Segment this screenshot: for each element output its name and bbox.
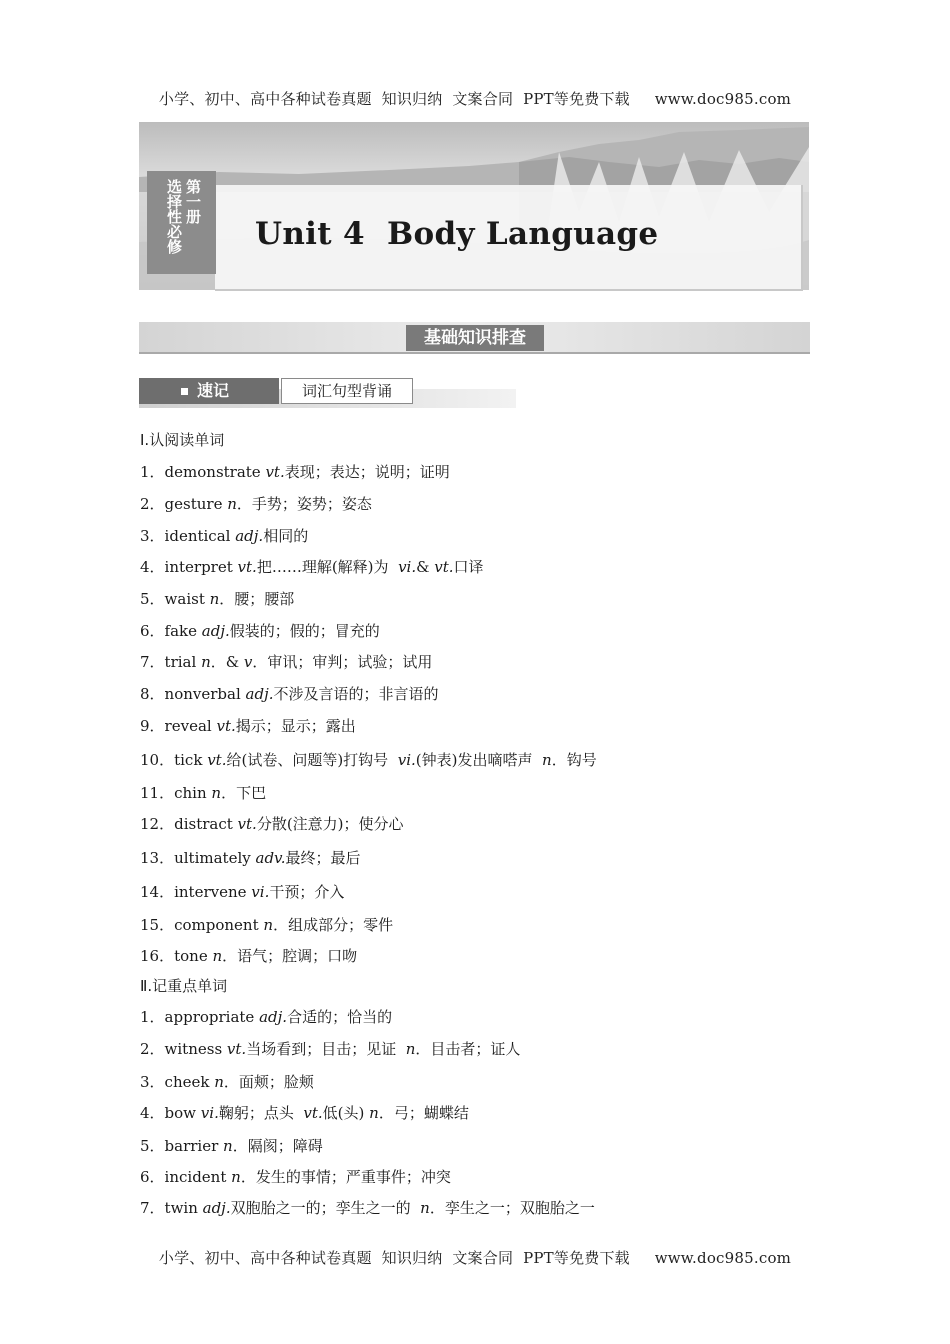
list-item: 5．waist n．腰；腰部 [140, 590, 295, 608]
volume-label: 第一册 [184, 179, 202, 224]
part2-heading: Ⅱ.记重点单词 [140, 977, 228, 995]
subsection-label: 速记 [197, 381, 230, 400]
list-item: 7．twin adj.双胞胎之一的；孪生之一的 n．孪生之一；双胞胎之一 [140, 1199, 595, 1217]
list-item: 4．bow vi.鞠躬；点头 vt.低(头) n．弓；蝴蝶结 [140, 1104, 469, 1122]
list-item: 2．witness vt.当场看到；目击；见证 n．目击者；证人 [140, 1040, 521, 1058]
list-item: 12．distract vt.分散(注意力)；使分心 [140, 815, 404, 833]
list-item: 8．nonverbal adj.不涉及言语的；非言语的 [140, 685, 439, 703]
list-item: 6．fake adj.假装的；假的；冒充的 [140, 622, 380, 640]
list-item: 3．identical adj.相同的 [140, 527, 309, 545]
series-label: 选择性必修 [165, 179, 183, 254]
list-item: 3．cheek n．面颊；脸颊 [140, 1073, 314, 1091]
list-item: 11．chin n．下巴 [140, 784, 267, 802]
part1-heading: Ⅰ.认阅读单词 [140, 431, 225, 449]
list-item: 5．barrier n．隔阂；障碍 [140, 1137, 323, 1155]
square-bullet-icon [181, 388, 188, 395]
list-item: 2．gesture n．手势；姿势；姿态 [140, 495, 372, 513]
subsection-subtitle: 词汇句型背诵 [281, 378, 413, 404]
section-title: 基础知识排查 [406, 325, 544, 351]
list-item: 4．interpret vt.把……理解(解释)为 vi.& vt.口译 [140, 558, 484, 576]
book-volume-tag [147, 171, 216, 274]
page-footer: 小学、初中、高中各种试卷真题 知识归纳 文案合同 PPT等免费下载 www.doc985.com [158, 1249, 792, 1267]
unit-title: Unit 4 Body Language [255, 216, 659, 252]
list-item: 14．intervene vi.干预；介入 [140, 883, 345, 901]
subsection-tab-dark [139, 378, 279, 404]
list-item: 1．demonstrate vt.表现；表达；说明；证明 [140, 463, 450, 481]
list-item: 10．tick vt.给(试卷、问题等)打钩号 vi.(钟表)发出嘀嗒声 n．钩号 [140, 751, 597, 769]
list-item: 6．incident n．发生的事情；严重事件；冲突 [140, 1168, 451, 1186]
list-item: 1．appropriate adj.合适的；恰当的 [140, 1008, 393, 1026]
list-item: 9．reveal vt.揭示；显示；露出 [140, 717, 356, 735]
list-item: 15．component n．组成部分；零件 [140, 916, 394, 934]
list-item: 7．trial n．& v．审讯；审判；试验；试用 [140, 653, 433, 671]
list-item: 13．ultimately adv.最终；最后 [140, 849, 361, 867]
page-header: 小学、初中、高中各种试卷真题 知识归纳 文案合同 PPT等免费下载 www.doc985.com [158, 90, 792, 108]
list-item: 16．tone n．语气；腔调；口吻 [140, 947, 358, 965]
